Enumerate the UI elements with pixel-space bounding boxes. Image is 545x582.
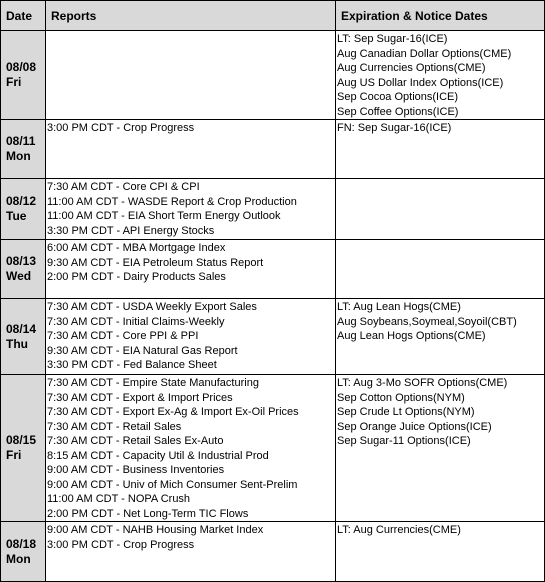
list-item: 9:30 AM CDT - EIA Natural Gas Report	[47, 344, 238, 357]
date-cell	[1, 179, 46, 240]
day-value: Tue	[6, 209, 27, 223]
header-date: Date	[1, 1, 46, 31]
list-item: 11:00 AM CDT - WASDE Report & Crop Production	[47, 195, 297, 208]
list-item: 3:30 PM CDT - Fed Balance Sheet	[47, 359, 217, 371]
list-item: 9:00 AM CDT - Univ of Mich Consumer Sent-Prelim	[47, 478, 298, 491]
list-item: 2:00 PM CDT - Net Long-Term TIC Flows	[47, 507, 249, 520]
list-item: Aug Canadian Dollar Options(CME)	[337, 47, 512, 60]
list-item: 3:00 PM CDT - Crop Progress	[47, 122, 195, 134]
list-item: Sep Sugar-11 Options(ICE)	[337, 435, 471, 447]
list-item: Aug Lean Hogs Options(CME)	[337, 330, 486, 342]
list-item: 3:00 PM CDT - Crop Progress	[47, 538, 195, 551]
date-value: 08/08	[6, 60, 37, 74]
expirations-cell	[336, 522, 545, 582]
reports-cell	[46, 299, 336, 375]
expirations-cell	[336, 299, 545, 375]
date-cell	[1, 375, 46, 522]
list-item: 8:15 AM CDT - Capacity Util & Industrial Prod	[47, 449, 269, 462]
list-item: 9:30 AM CDT - EIA Petroleum Status Report	[47, 256, 264, 269]
expirations-cell	[336, 240, 545, 299]
expirations-cell	[336, 31, 545, 120]
date-value: 08/14	[6, 321, 37, 336]
list-item: 7:30 AM CDT - Export Ex-Ag & Import Ex-Oil Prices	[47, 406, 299, 418]
day-value: Fri	[6, 75, 22, 89]
list-item: 7:30 AM CDT - Empire State Manufacturing	[47, 377, 259, 389]
header-expiration: Expiration & Notice Dates	[336, 1, 545, 31]
expirations-cell	[336, 179, 545, 240]
list-item: 7:30 AM CDT - Retail Sales	[47, 420, 182, 433]
date-cell	[1, 522, 46, 582]
day-value: Thu	[6, 336, 28, 351]
reports-cell	[46, 522, 336, 582]
list-item: Sep Cocoa Options(ICE)	[337, 91, 459, 103]
list-item: Sep Crude Lt Options(NYM)	[337, 406, 475, 418]
date-cell	[1, 299, 46, 375]
list-item: 9:00 AM CDT - Business Inventories	[47, 464, 225, 476]
expirations-cell	[336, 375, 545, 522]
date-cell	[1, 240, 46, 299]
list-item: 11:00 AM CDT - NOPA Crush	[47, 493, 191, 505]
list-item: 11:00 AM CDT - EIA Short Term Energy Outlook	[47, 210, 281, 222]
list-item: 7:30 AM CDT - Core CPI & CPI	[47, 181, 200, 193]
list-item: 3:30 PM CDT - API Energy Stocks	[47, 224, 215, 237]
list-item: Aug US Dollar Index Options(ICE)	[337, 76, 504, 89]
table-row	[1, 120, 545, 179]
day-value: Wed	[6, 269, 32, 283]
header-reports: Reports	[46, 1, 336, 31]
table-row	[1, 240, 545, 299]
list-item: FN: Sep Sugar-16(ICE)	[337, 122, 452, 134]
reports-cell	[46, 179, 336, 240]
list-item: LT: Aug Lean Hogs(CME)	[337, 301, 461, 313]
list-item: 7:30 AM CDT - Export & Import Prices	[47, 391, 233, 404]
day-value: Fri	[6, 448, 22, 462]
list-item: LT: Sep Sugar-16(ICE)	[337, 33, 448, 45]
header-row	[1, 1, 545, 31]
table-row	[1, 522, 545, 582]
list-item: Sep Cotton Options(NYM)	[337, 391, 465, 404]
day-value: Mon	[6, 149, 31, 163]
table-row	[1, 375, 545, 522]
day-value: Mon	[6, 551, 31, 566]
table-row	[1, 179, 545, 240]
reports-cell	[46, 120, 336, 179]
list-item: 2:00 PM CDT - Dairy Products Sales	[47, 271, 226, 283]
list-item: 7:30 AM CDT - USDA Weekly Export Sales	[47, 301, 257, 313]
date-value: 08/11	[6, 134, 36, 148]
list-item: Aug Soybeans,Soymeal,Soyoil(CBT)	[337, 315, 517, 328]
expirations-cell	[336, 120, 545, 179]
list-item: 7:30 AM CDT - Retail Sales Ex-Auto	[47, 435, 224, 447]
table-row	[1, 31, 545, 120]
list-item: 7:30 AM CDT - Initial Claims-Weekly	[47, 315, 225, 328]
date-value: 08/13	[6, 254, 37, 268]
list-item: Aug Currencies Options(CME)	[337, 62, 486, 74]
list-item: LT: Aug Currencies(CME)	[337, 524, 461, 536]
date-value: 08/18	[6, 536, 37, 551]
list-item: 6:00 AM CDT - MBA Mortgage Index	[47, 242, 226, 254]
table-row	[1, 299, 545, 375]
list-item: 7:30 AM CDT - Core PPI & PPI	[47, 330, 199, 342]
reports-cell	[46, 240, 336, 299]
list-item: Sep Orange Juice Options(ICE)	[337, 420, 492, 433]
list-item: 9:00 AM CDT - NAHB Housing Market Index	[47, 524, 264, 536]
date-cell	[1, 120, 46, 179]
list-item: Sep Coffee Options(ICE)	[337, 105, 459, 118]
date-value: 08/12	[6, 194, 37, 208]
reports-cell	[46, 375, 336, 522]
reports-cell	[46, 31, 336, 120]
date-value: 08/15	[6, 433, 37, 447]
list-item: LT: Aug 3-Mo SOFR Options(CME)	[337, 377, 508, 389]
date-cell	[1, 31, 46, 120]
